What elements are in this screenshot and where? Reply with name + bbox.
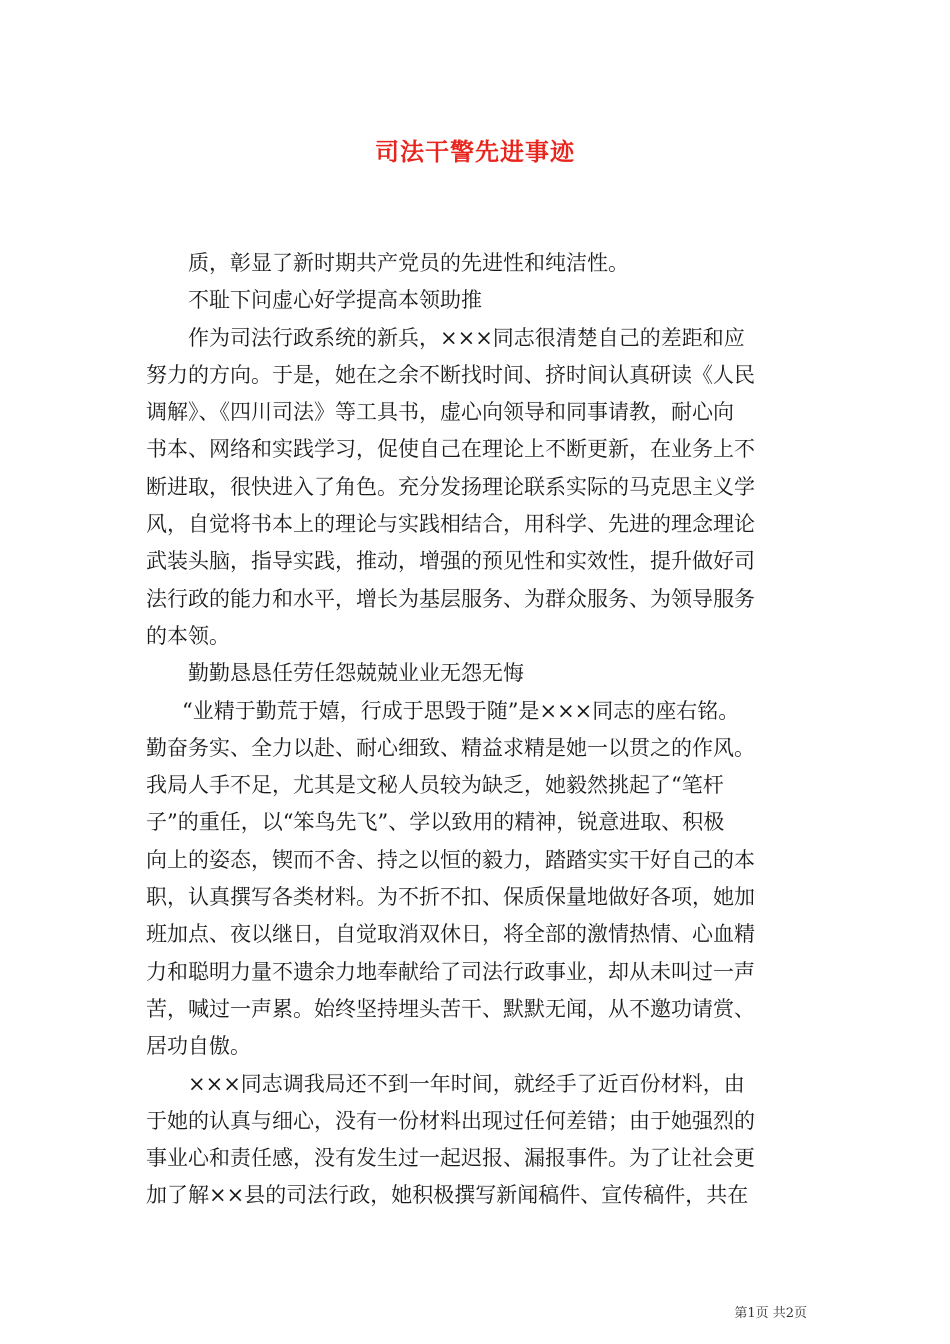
- document-title: 司法干警先进事迹: [375, 137, 575, 166]
- text-line: 居功自傲。: [146, 1034, 251, 1059]
- section-heading: 不耻下问虚心好学提高本领助推: [188, 288, 482, 313]
- text-line: 职，认真撰写各类材料。为不折不扣、保质保量地做好各项，她加: [146, 885, 755, 910]
- text-line: 努力的方向。于是，她在之余不断找时间、挤时间认真研读《人民: [146, 362, 755, 387]
- text-line: ×××同志调我局还不到一年时间，就经手了近百份材料，由: [188, 1071, 745, 1096]
- text-line: 加了解××县的司法行政，她积极撰写新闻稿件、宣传稿件，共在: [146, 1183, 749, 1208]
- text-line: 作为司法行政系统的新兵，×××同志很清楚自己的差距和应: [188, 325, 745, 350]
- text-line: 质，彰显了新时期共产党员的先进性和纯洁性。: [188, 251, 629, 275]
- section-heading: 勤勤恳恳任劳任怨兢兢业业无怨无悔: [188, 661, 524, 686]
- text-line: 苦，喊过一声累。始终坚持埋头苦干、默默无闻，从不邀功请赏、: [146, 996, 755, 1021]
- text-line: 风，自觉将书本上的理论与实践相结合，用科学、先进的理念理论: [146, 512, 755, 537]
- text-line: 事业心和责任感，没有发生过一起迟报、漏报事件。为了让社会更: [146, 1146, 755, 1171]
- text-line: 于她的认真与细心，没有一份材料出现过任何差错；由于她强烈的: [146, 1108, 755, 1133]
- text-line: 力和聪明力量不遗余力地奉献给了司法行政事业，却从未叫过一声: [146, 959, 755, 984]
- text-line: 书本、网络和实践学习，促使自己在理论上不断更新，在业务上不: [146, 437, 755, 462]
- text-line: 向上的姿态，锲而不舍、持之以恒的毅力，踏踏实实干好自己的本: [146, 847, 755, 872]
- document-body: [146, 245, 808, 1215]
- text-line: 调解》、《四川司法》等工具书，虚心向领导和同事请教，耐心向: [146, 400, 734, 425]
- page-number: 第1页 共2页: [734, 1306, 807, 1321]
- text-line: 子”的重任，以“笨鸟先飞”、学以致用的精神，锐意进取、积极: [146, 810, 725, 835]
- text-line: 我局人手不足，尤其是文秘人员较为缺乏，她毅然挑起了“笔杆: [146, 773, 724, 798]
- text-line: 武装头脑，指导实践，推动，增强的预见性和实效性，提升做好司: [146, 549, 755, 574]
- text-line: 的本领。: [146, 623, 230, 648]
- text-line: 班加点、夜以继日，自觉取消双休日，将全部的激情热情、心血精: [146, 922, 755, 947]
- text-line: 断进取，很快进入了角色。充分发扬理论联系实际的马克思主义学: [146, 474, 755, 499]
- text-line: “业精于勤荒于嬉，行成于思毁于随”是×××同志的座右铭。: [182, 698, 740, 723]
- text-line: 法行政的能力和水平，增长为基层服务、为群众服务、为领导服务: [146, 586, 755, 611]
- text-line: 勤奋务实、全力以赴、耐心细致、精益求精是她一以贯之的作风。: [146, 735, 755, 760]
